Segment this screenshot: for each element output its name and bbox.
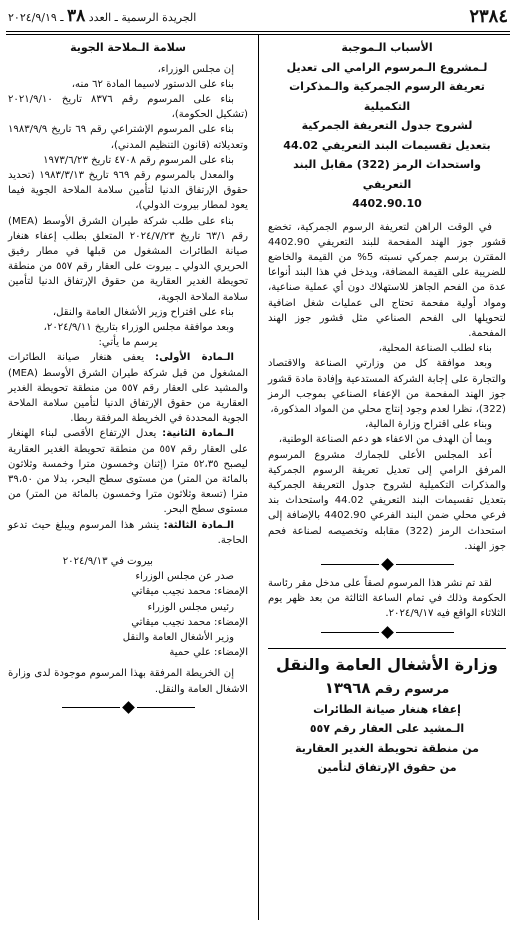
paragraph: وبعد موافقة كل من وزارتي الصناعة والاقتصاد والتجارة على إجابة الشركة المستدعية وإفادة مادة قشور جوز الهند المفحمة من الإعفاء الصناعي بموجب الرمز (322)، نظرا لعدم وجود إنتاج محلي من المواد المذكورة، bbox=[268, 358, 506, 415]
signature-role: صدر عن مجلس الوزراء bbox=[135, 571, 234, 583]
preamble-line: بناء على المرسوم رقم ٨٣٧٦ تاريخ ٢٠٢١/٩/١٠ (تشكيل الحكومة)، bbox=[8, 93, 248, 121]
issue-number: ٣٨ bbox=[67, 6, 86, 26]
article-text: ينشر هذا المرسوم ويبلغ حيث تدعو الحاجة. bbox=[8, 519, 248, 546]
signature-name: الإمضاء: علي حمية bbox=[169, 647, 248, 659]
running-head bbox=[8, 6, 196, 26]
article bbox=[8, 350, 248, 426]
column-divider bbox=[258, 34, 259, 920]
title-line: لشروح جدول التعريفة الجمركية bbox=[301, 119, 473, 132]
decrees-line: يرسم ما يأتي: bbox=[98, 337, 158, 349]
section-heading: سلامة الـملاحة الجوية bbox=[70, 41, 186, 54]
preamble-line: بناء على طلب شركة طيران الشرق الأوسط (MEA) رقم ٦٣/١ تاريخ ٢٠٢٤/٧/٢٣ المتعلق بطلب إعفاء هنغار صيانة الطائرات المشغول من قبلها في مطار رفيق الحريري الدولي ـ بيروت على العقار رقم ٥٥٧ من منطقة تحويطة الغدير العقارية من حقوق الإرتفاق الدنيا لتأمين سلامة الملاحة الجوية، bbox=[8, 215, 248, 303]
decree-title-line: الـمشيد على العقار رقم ٥٥٧ bbox=[309, 722, 465, 736]
decree-number: ١٣٩٦٨ bbox=[324, 678, 371, 697]
article bbox=[8, 426, 248, 517]
page-header bbox=[8, 6, 508, 26]
section-ornament bbox=[8, 701, 248, 715]
signature-role: رئيس مجلس الوزراء bbox=[147, 601, 234, 613]
preamble-line: بناء على المرسوم رقم ٤٧٠٨ تاريخ ١٩٧٣/٦/٢٣ bbox=[43, 154, 234, 166]
preamble-line: إن مجلس الوزراء، bbox=[157, 63, 234, 75]
title-line: واستحداث الرمز (322) مقابل البند التعريفي bbox=[293, 158, 481, 191]
signature-name: الإمضاء: محمد نجيب ميقاتي bbox=[131, 616, 248, 628]
title-line: بتعديل تقسيمات البند التعريفي 44.02 bbox=[283, 138, 491, 152]
publication-note: لقد تم نشر هذا المرسوم لصقاً على مدخل مقر رئاسة الحكومة وذلك في تمام الساعة الثالثة من بعد ظهر يوم الثلاثاء الواقع فيه ٢٠٢٤/٩/١٧. bbox=[268, 577, 506, 620]
right-column bbox=[268, 38, 506, 778]
article-text: يعفى هنغار صيانة الطائرات المشغول من قبل شركة طيران الشرق الأوسط (MEA) والمشيد على العقار رقم ٥٥٧ من منطقة تحويطة الغدير العقارية من حقوق الإرتفاق الدنيا لتأمين سلامة الملاحة الجوية المحددة في الخريطة المرفقة ربطا. bbox=[8, 352, 248, 425]
title-line: تعريفة الرسوم الجمركية والـمذكرات التكميلية bbox=[289, 80, 485, 113]
map-note: إن الخريطة المرفقة بهذا المرسوم موجودة لدى وزارة الاشغال العامة والنقل. bbox=[8, 668, 248, 695]
section-title bbox=[268, 58, 506, 214]
left-column bbox=[8, 38, 248, 719]
decree-title-line: من حقوق الإرتفاق لتأمين bbox=[317, 761, 457, 775]
preamble-line: بناء على اقتراح وزير الأشغال العامة والنقل، bbox=[52, 306, 234, 318]
issue-date: ـ ٢٠٢٤/٩/١٩ bbox=[8, 11, 64, 24]
ministry-heading: وزارة الأشغال العامة والنقل bbox=[268, 648, 506, 677]
paragraph: وبناء على اقتراح وزارة المالية، bbox=[364, 419, 492, 431]
article-label: الـمادة الثانية: bbox=[162, 428, 234, 440]
decree-title-line: إعفاء هنغار صيانة الطائرات bbox=[313, 702, 461, 716]
paragraph: وبما أن الهدف من الاعفاء هو دعم الصناعة الوطنية، bbox=[278, 434, 492, 446]
article-label: الـمادة الثالثة: bbox=[163, 519, 234, 531]
gazette-name: الجريدة الرسمية ـ العدد bbox=[88, 11, 197, 24]
decree-heading bbox=[268, 677, 506, 700]
section-heading: الأسباب الـموجبة bbox=[341, 41, 433, 54]
section-ornament bbox=[268, 558, 506, 572]
article-label: الـمادة الأولى: bbox=[155, 352, 234, 364]
signature-name: الإمضاء: محمد نجيب ميقاتي bbox=[131, 586, 248, 598]
title-line: لـمشروع الـمرسوم الرامي الى تعديل bbox=[286, 60, 488, 74]
preamble-line: بناء على الدستور لاسيما المادة ٦٢ منه، bbox=[71, 78, 234, 90]
decree-title-line: من منطقة تحويطة الغدير العقارية bbox=[295, 741, 479, 755]
paragraph: في الوقت الراهن لتعريفة الرسوم الجمركية، تخضع قشور جوز الهند المفحمة للبند التعريفي 4402.90 المقترن برسم جمركي نسبته 5% من القيمة والخاضع للضريبة على القيمة المضافة، ويدخل في هذا البند أنواعا عدة من الفحم الجاهز للاستهلاك دون أي عملية صناعية، ومواد أولية مفحمة تحتاج الى عمليات شغل اضافية لتحويلها الى الفحم الصناعي مثل قشور جوز الهند المفحمة. bbox=[268, 221, 507, 339]
decree-label: مرسوم رقم bbox=[374, 680, 450, 696]
signature-role: وزير الأشغال العامة والنقل bbox=[122, 632, 234, 644]
page-number: ٢٣٨٤ bbox=[469, 5, 508, 27]
title-line: 4402.90.10 bbox=[352, 197, 422, 210]
header-rule bbox=[6, 31, 510, 32]
article bbox=[8, 518, 248, 548]
paragraph: أعد المجلس الأعلى للجمارك مشروع المرسوم المرفق الرامي إلى تعديل تعريفة الرسوم الجمركية والمذكرات التكميلية لشروح جدول التعريفة الجمركية بتعديل تقسيمات البند التعريفي 44.02 واستحداث بند فرعي محلي ضمن البند الفرعي 4402.90 بالإضافة إلى استحداث الرمز (322) مقابله وتخصيصه لصناعة فحم جوز الهند. bbox=[268, 449, 507, 552]
sign-date: بيروت في ٢٠٢٤/٩/١٣ bbox=[62, 556, 153, 567]
preamble-line: وبعد موافقة مجلس الوزراء بتاريخ ٢٠٢٤/٩/١١، bbox=[43, 321, 234, 333]
paragraph: بناء لطلب الصناعة المحلية، bbox=[378, 343, 492, 355]
section-ornament bbox=[268, 626, 506, 640]
preamble-line: والمعدل بالمرسوم رقم ٩٦٩ تاريخ ١٩٨٣/٣/١٣ (تحديد حقوق الإرتفاق الدنيا لتأمين سلامة الملاحة الجوية فيما يعود لمطار بيروت الدولي)، bbox=[8, 169, 248, 212]
article-text: يعدل الإرتفاع الأقصى لبناء الهنغار على العقار رقم ٥٥٧ من منطقة تحويطة الغدير العقارية ليصبح ٥٢،٣٥ مترا (إثنان وخمسون مترا وخمسة وثلاثون بالمائة من المتر) من مستوى سطح البحر، بدلا من ٣٩،٥٠ مترا (تسعة وثلاثون مترا وخمسون بالمائة من المتر) من مستوى سطح البحر. bbox=[8, 428, 248, 516]
preamble-line: بناء على المرسوم الإشتراعي رقم ٦٩ تاريخ ١٩٨٣/٩/٩ وتعديلاته (قانون التنظيم المدني)، bbox=[8, 124, 248, 151]
